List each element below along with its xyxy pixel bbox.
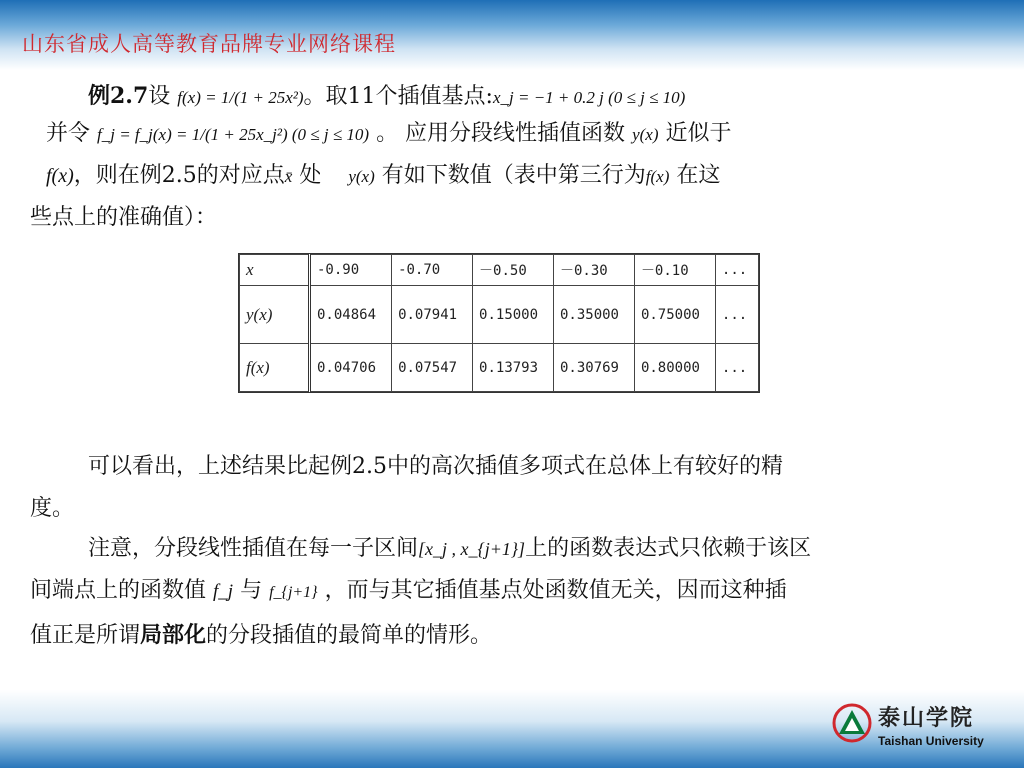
text-segment: 。 应用分段线性插值函数	[376, 121, 626, 146]
logo-chinese-name: 泰山学院	[878, 705, 975, 731]
text-segment: 并令	[46, 121, 91, 146]
f-of-x: f(x)	[46, 165, 74, 187]
x-bar: x̄	[284, 167, 293, 186]
text-segment: 的分段插值的最简单的情形。	[206, 623, 493, 648]
paragraph-note	[30, 528, 990, 657]
table-cell: 0.75000	[634, 286, 715, 344]
text-segment: 近似于	[665, 121, 732, 146]
row-header: f(x)	[240, 344, 310, 392]
formula-fj: f_j = f_j(x) = 1/(1 + 25x_j²) (0 ≤ j ≤ 10)	[97, 125, 370, 144]
text-segment: 与	[240, 578, 263, 603]
text-segment: 有如下数值（表中第三行为	[381, 163, 646, 188]
table-row	[240, 255, 759, 286]
table-cell: －0.30	[553, 255, 634, 286]
text-segment: 在这	[676, 163, 721, 188]
paragraph-line	[30, 570, 990, 614]
text-segment: 设	[148, 84, 171, 109]
table-cell: －0.10	[634, 255, 715, 286]
table-cell: 0.15000	[473, 286, 554, 344]
paragraph-line: 度。	[30, 496, 75, 521]
values-table	[238, 253, 760, 393]
paragraph-conclusion	[30, 446, 990, 530]
table-cell: －0.50	[473, 255, 554, 286]
fj-symbol: f_j	[213, 581, 234, 602]
fj1-symbol: f_{j+1}	[269, 584, 318, 601]
row-header: y(x)	[240, 286, 310, 344]
table-row	[240, 286, 759, 344]
table-cell: ...	[715, 255, 758, 286]
text-segment: 值正是所谓	[30, 623, 141, 648]
paragraph-line	[30, 528, 990, 570]
table-row	[240, 344, 759, 392]
table-cell: 0.07547	[392, 344, 473, 392]
paragraph-line: 可以看出，上述结果比起例2.5中的高次插值多项式在总体上有较好的精	[88, 454, 783, 479]
y-of-x: y(x)	[348, 167, 375, 186]
row-header: x	[240, 255, 310, 286]
y-of-x: y(x)	[632, 125, 659, 144]
text-segment: 上的函数表达式只依赖于该区	[525, 536, 812, 561]
f-of-x: f(x)	[645, 167, 670, 186]
text-segment: 处	[299, 163, 322, 188]
example-line-1	[30, 78, 990, 116]
university-logo	[832, 701, 1002, 756]
logo-english-name: Taishan University	[878, 734, 984, 748]
table-cell: 0.35000	[553, 286, 634, 344]
table-cell: ...	[715, 286, 758, 344]
logo-emblem-icon	[832, 703, 872, 743]
table-cell: 0.04864	[310, 286, 392, 344]
formula-f: f(x) = 1/(1 + 25x²)	[177, 88, 304, 107]
table-cell: 0.80000	[634, 344, 715, 392]
example-line-2	[46, 116, 1006, 153]
formula-nodes: x_j = −1 + 0.2 j (0 ≤ j ≤ 10)	[492, 88, 686, 107]
table-cell: -0.90	[310, 255, 392, 286]
example-label: 例2.7	[88, 83, 149, 109]
text-segment: 间端点上的函数值	[30, 578, 207, 603]
table-cell: 0.13793	[473, 344, 554, 392]
example-line-4: 些点上的准确值）：	[30, 205, 218, 230]
bold-term: 局部化	[140, 622, 207, 648]
table-cell: 0.07941	[392, 286, 473, 344]
paragraph-line	[30, 614, 990, 657]
table-cell: -0.70	[392, 255, 473, 286]
example-line-3	[46, 158, 1006, 195]
course-title: 山东省成人高等教育品牌专业网络课程	[22, 32, 396, 56]
interval-formula: [x_j , x_{j+1}]	[418, 539, 526, 559]
text-segment: 注意，分段线性插值在每一子区间	[88, 536, 419, 561]
table-cell: 0.30769	[553, 344, 634, 392]
table-cell: ...	[715, 344, 758, 392]
text-segment: ，则在例2.5的对应点	[73, 163, 285, 188]
text-segment: 。取11个插值基点:	[303, 84, 493, 109]
table-cell: 0.04706	[310, 344, 392, 392]
text-segment: ，而与其它插值基点处函数值无关，因而这种插	[324, 578, 787, 603]
